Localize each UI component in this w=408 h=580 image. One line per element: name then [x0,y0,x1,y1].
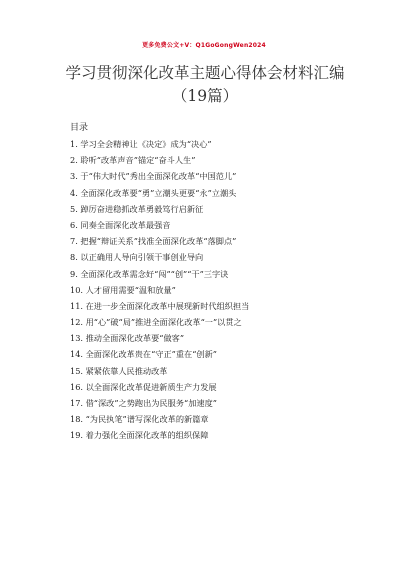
document-title: 学习贯彻深化改革主题心得体会材料汇编（19篇） [65,64,345,105]
toc-item: 12. 用“心”破“局”推进全面深化改革“一”以贯之 [70,317,242,328]
toc-item: 3. 于“伟大时代”秀出全面深化改革“中国范儿” [70,171,237,182]
toc-item: 4. 全面深化改革要“勇”立潮头更要“永”立潮头 [70,187,237,198]
toc-item: 1. 学习全会精神让《决定》成为“决心” [70,139,212,149]
table-of-contents [70,136,370,444]
toc-item: 16. 以全面深化改革促进新质生产力发展 [70,381,217,392]
toc-item: 18. “为民执笔”谱写深化改革的新篇章 [70,414,209,425]
toc-item: 17. 借“深改”之势跑出为民服务“加速度” [70,398,217,408]
toc-item: 8. 以正确用人导向引领干事创业导向 [70,252,204,263]
toc-item: 14. 全面深化改革贵在“守正”重在“创新” [70,349,217,360]
toc-item: 15. 紧紧依靠人民推动改革 [70,365,168,376]
toc-item: 10. 人才留用需要“温和放量” [70,284,176,295]
toc-item: 7. 把握“辩证关系”找准全面深化改革“落脚点” [70,236,237,247]
toc-item: 5. 踔厉奋进稳抓改革勇毅笃行启新征 [70,203,204,214]
toc-item: 11. 在进一步全面深化改革中展现新时代组织担当 [70,300,250,311]
toc-heading: 目录 [70,123,89,133]
toc-item: 19. 着力强化全面深化改革的组织保障 [70,430,209,441]
header-note: 更多免费公文+V：Q1GoGongWen2024 [142,42,266,49]
toc-item: 9. 全面深化改革需念好“闯”“创”“干”三字诀 [70,268,229,279]
toc-item: 6. 同奏全面深化改革最强音 [70,219,171,230]
toc-item: 2. 聆听“改革声音”锚定“奋斗人生” [70,155,196,166]
toc-item: 13. 推动全面深化改革要“做客” [70,333,185,344]
